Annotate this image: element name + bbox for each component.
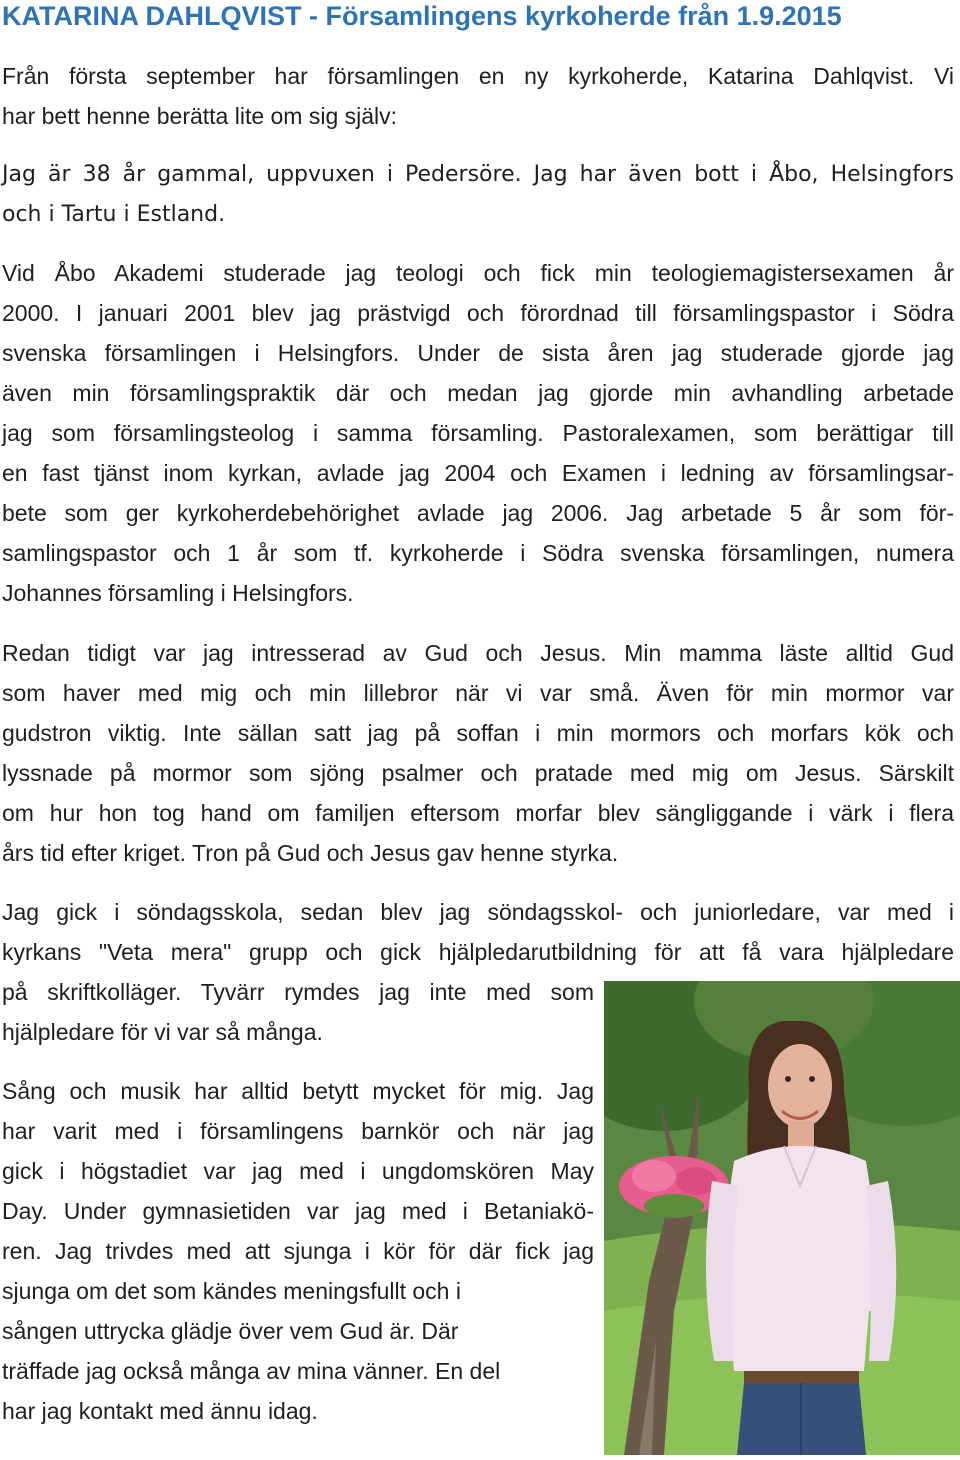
- text-line: sjunga om det som kändes meningsfullt och i: [2, 1278, 461, 1304]
- text-line: Från första september har församlingen en ny kyrkoherde, Katarina Dahlqvist. Vi: [2, 63, 954, 89]
- paragraph-background: [2, 155, 954, 235]
- text-line: gudstron viktig. Inte sällan satt jag på soffan i min mormors och morfars kök och: [2, 720, 954, 746]
- paragraph-music: [2, 1071, 594, 1431]
- text-line: en fast tjänst inom kyrkan, avlade jag 2004 och Examen i ledning av församlingsar-: [2, 460, 954, 486]
- text-line: Vid Åbo Akademi studerade jag teologi och fick min teologiemagistersexamen år: [2, 260, 954, 286]
- text-line: års tid efter kriget. Tron på Gud och Jesus gav henne styrka.: [2, 840, 619, 866]
- text-line: gick i högstadiet var jag med i ungdomskören May: [2, 1158, 594, 1184]
- paragraph-education: [2, 253, 954, 613]
- text-line: kyrkans "Veta mera" grupp och gick hjälpledarutbildning för att få vara hjälpledare: [2, 939, 954, 965]
- text-line: lyssnade på mormor som sjöng psalmer och pratade med mig om Jesus. Särskilt: [2, 760, 954, 786]
- text-line: på skriftkolläger. Tyvärr rymdes jag inte med som: [2, 979, 594, 1005]
- text-line: jag som församlingsteolog i samma församling. Pastoralexamen, som berättigar till: [2, 420, 954, 446]
- paragraph-childhood-faith: [2, 633, 954, 873]
- article-title: KATARINA DAHLQVIST - Församlingens kyrkoherde från 1.9.2015: [2, 1, 842, 31]
- text-line: hjälpledare för vi var så många.: [2, 1019, 323, 1045]
- text-line: sången uttrycka glädje över vem Gud är. Där: [2, 1318, 459, 1344]
- text-line: Day. Under gymnasietiden var jag med i Betaniakö-: [2, 1198, 594, 1224]
- text-line: Jag är 38 år gammal, uppvuxen i Pedersöre. Jag har även bott i Åbo, Helsingfors: [2, 162, 954, 187]
- text-line: och i Tartu i Estland.: [2, 202, 226, 227]
- text-line: om hur hon tog hand om familjen eftersom morfar blev sängliggande i värk i flera: [2, 800, 954, 826]
- text-line: svenska församlingen i Helsingfors. Under de sista åren jag studerade gjorde jag: [2, 340, 954, 366]
- text-line: ren. Jag trivdes med att sjunga i kör för där fick jag: [2, 1238, 594, 1264]
- text-line: samlingspastor och 1 år som tf. kyrkoherde i Södra svenska församlingen, numera: [2, 540, 954, 566]
- portrait-photo: [604, 981, 960, 1455]
- text-line: Redan tidigt var jag intresserad av Gud och Jesus. Min mamma läste alltid Gud: [2, 640, 954, 666]
- text-line: bete som ger kyrkoherdebehörighet avlade jag 2006. Jag arbetade 5 år som för-: [2, 500, 954, 526]
- text-line: har varit med i församlingens barnkör och när jag: [2, 1118, 594, 1144]
- text-line: även min församlingspraktik där och medan jag gjorde min avhandling arbetade: [2, 380, 954, 406]
- text-line: Sång och musik har alltid betytt mycket för mig. Jag: [2, 1078, 594, 1104]
- text-line: Johannes församling i Helsingfors.: [2, 580, 354, 606]
- text-line: träffade jag också många av mina vänner. En del: [2, 1358, 501, 1384]
- text-line: har bett henne berätta lite om sig själv:: [2, 103, 398, 129]
- text-line: som haver med mig och min lillebror när vi var små. Även för min mormor var: [2, 680, 954, 706]
- text-line: har jag kontakt med ännu idag.: [2, 1398, 318, 1424]
- paragraph-intro: [2, 56, 954, 136]
- text-line: 2000. I januari 2001 blev jag prästvigd och förordnad till församlingspastor i Södra: [2, 300, 954, 326]
- text-line: Jag gick i söndagsskola, sedan blev jag söndagsskol- och juniorledare, var med i: [2, 899, 954, 925]
